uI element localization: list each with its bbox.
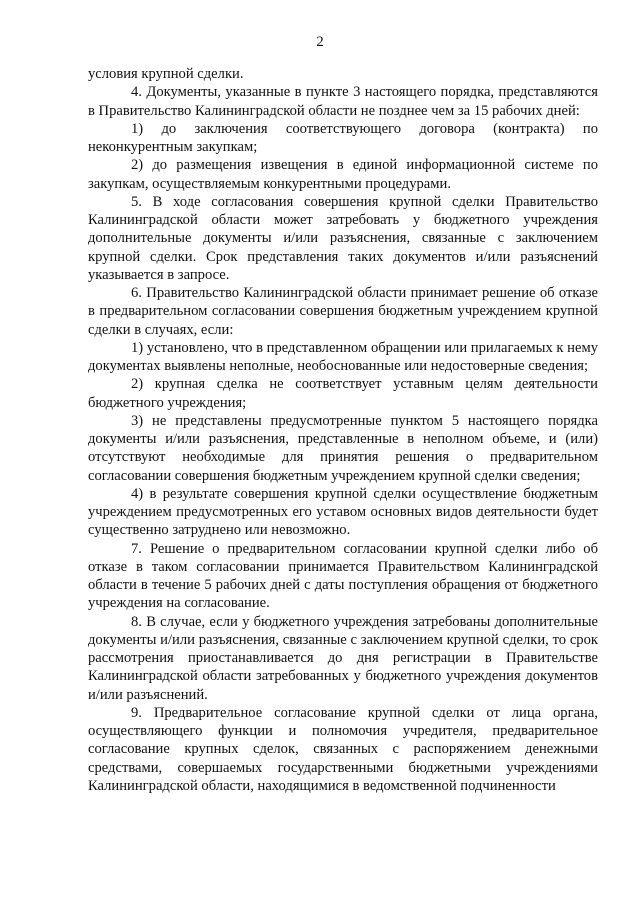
paragraph-item-6-3: 3) не представлены предусмотренные пунктом 5 настоящего порядка документы и/или разъяснения, представленные в неполном объеме, и (или) отсутствуют необходимые для принятия решения о предварительном согласовании совершения бюджетным учреждением крупной сделки сведения; — [88, 412, 598, 484]
paragraph-item-6-4: 4) в результате совершения крупной сделки осуществление бюджетным учреждением предусмотренных его уставом основных видов деятельности будет существенно затруднено или невозможно. — [88, 485, 598, 539]
paragraph-item-4-2: 2) до размещения извещения в единой информационной системе по закупкам, осуществляемым конкурентными процедурами. — [88, 157, 598, 192]
paragraph-item-9: 9. Предварительное согласование крупной сделки от лица органа, осуществляющего функции и полномочия учредителя, предварительное согласование крупных сделок, связанных с распоряжением денежными средствами, совершаемых государственными бюджетными учреждениями Калининградской области, находящимися в ведомственной подчиненности — [88, 704, 598, 794]
paragraph-item-6: 6. Правительство Калининградской области принимает решение об отказе в предварительном согласовании совершения бюджетным учреждением крупной сделки в случаях, если: — [88, 285, 598, 338]
paragraph-item-7: 7. Решение о предварительном согласовании крупной сделки либо об отказе в таком согласовании принимается Правительством Калининградской области в течение 5 рабочих дней с даты поступления обращения от бюджетного учреждения на согласование. — [88, 540, 598, 612]
paragraph-continuation: условия крупной сделки. — [88, 66, 244, 82]
paragraph-item-4: 4. Документы, указанные в пункте 3 настоящего порядка, представляются в Правительство Калининградской области не позднее чем за 15 рабочих дней: — [88, 84, 598, 119]
paragraph-item-5: 5. В ходе согласования совершения крупной сделки Правительство Калининградской области может затребовать у бюджетного учреждения дополнительные документы и/или разъяснения, связанные с заключением крупной сделки. Срок представления таких документов и/или разъяснений указывается в запросе. — [88, 193, 598, 283]
page-number: 2 — [316, 34, 324, 50]
paragraph-item-4-1: 1) до заключения соответствующего договора (контракта) по неконкурентным закупкам; — [88, 120, 598, 155]
document-body — [88, 65, 598, 795]
paragraph-item-6-2: 2) крупная сделка не соответствует уставным целям деятельности бюджетного учреждения; — [88, 376, 598, 411]
paragraph-item-8: 8. В случае, если у бюджетного учреждения затребованы дополнительные документы и/или разъяснения, связанные с заключением крупной сделки, то срок рассмотрения приостанавливается до дня регистрации в Правительстве Калининградской области затребованных у бюджетного учреждения документов и/или разъяснений. — [88, 613, 598, 703]
paragraph-item-6-1: 1) установлено, что в представленном обращении или прилагаемых к нему документах выявлены неполные, необоснованные или недостоверные сведения; — [88, 339, 598, 374]
